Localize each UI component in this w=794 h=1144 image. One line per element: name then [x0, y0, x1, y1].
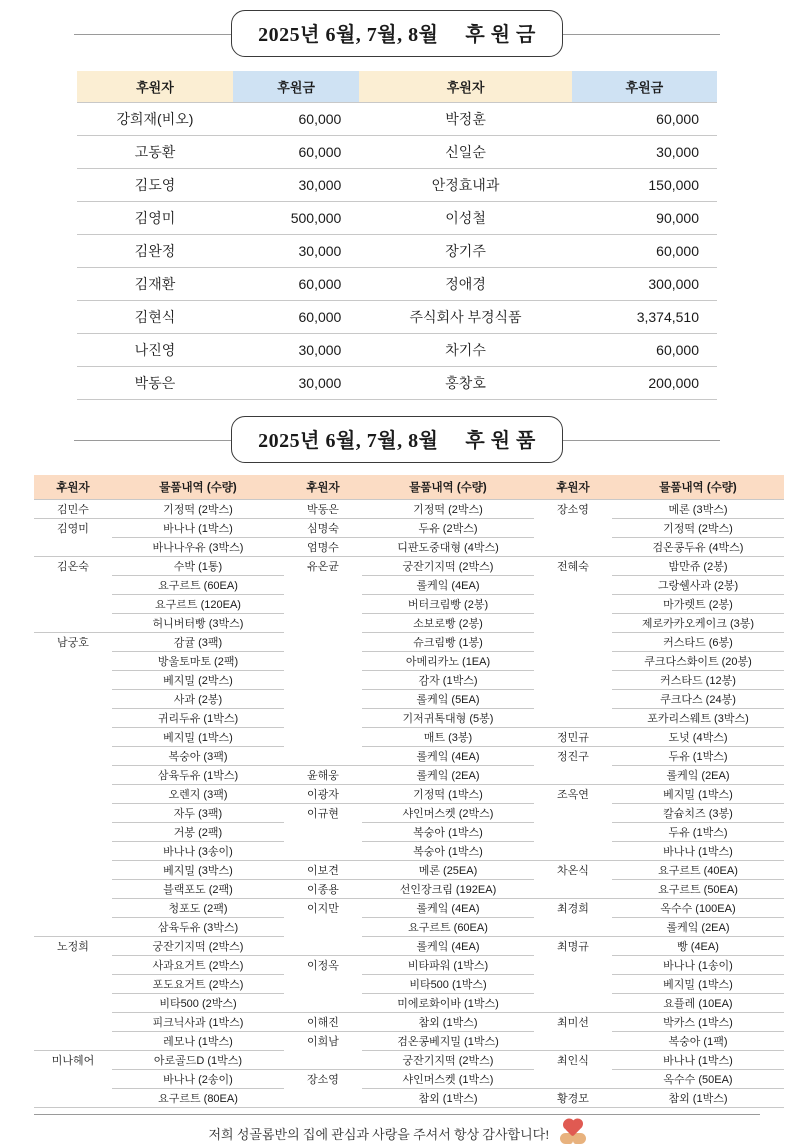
money-amount-right: 300,000 [572, 268, 717, 301]
table-row [34, 538, 784, 557]
goods-donor-col3 [534, 918, 612, 937]
table-row [77, 268, 717, 301]
money-donor-right: 박정훈 [359, 103, 571, 136]
goods-item-col3: 메론 (3박스) [612, 500, 784, 519]
goods-donor-col2 [284, 633, 362, 652]
money-donor-left: 김현식 [77, 301, 233, 334]
money-donor-left: 고동환 [77, 136, 233, 169]
goods-donor-col1 [34, 956, 112, 975]
goods-donor-col2 [284, 937, 362, 956]
money-amount-left: 30,000 [233, 334, 359, 367]
goods-header-item-3: 물품내역 (수량) [612, 475, 784, 500]
goods-donor-col1 [34, 614, 112, 633]
footer [34, 1114, 760, 1144]
table-row [34, 1013, 784, 1032]
goods-donor-col1 [34, 652, 112, 671]
money-donor-left: 나진영 [77, 334, 233, 367]
money-donor-right: 차기수 [359, 334, 571, 367]
goods-item-col1: 오렌지 (3팩) [112, 785, 284, 804]
table-row [34, 994, 784, 1013]
money-amount-right: 60,000 [572, 235, 717, 268]
goods-item-col3: 커스타드 (6봉) [612, 633, 784, 652]
goods-item-col2: 검온콩베지밀 (1박스) [362, 1032, 534, 1051]
goods-item-col3: 복숭아 (1팩) [612, 1032, 784, 1051]
goods-donor-col1 [34, 728, 112, 747]
goods-header-donor-2: 후원자 [284, 475, 362, 500]
goods-item-col2: 선인장크림 (192EA) [362, 880, 534, 899]
table-row [34, 861, 784, 880]
goods-item-col3: 바나나 (1박스) [612, 842, 784, 861]
money-amount-right: 3,374,510 [572, 301, 717, 334]
goods-donor-col1 [34, 994, 112, 1013]
money-header-amount-right: 후원금 [572, 71, 717, 103]
money-amount-left: 30,000 [233, 235, 359, 268]
goods-donor-col2: 이보견 [284, 861, 362, 880]
goods-donor-col2 [284, 975, 362, 994]
goods-donor-col3 [534, 633, 612, 652]
goods-item-col2: 두유 (2박스) [362, 519, 534, 538]
goods-donor-col1 [34, 576, 112, 595]
goods-donor-col1 [34, 709, 112, 728]
goods-header-row [34, 475, 784, 500]
table-row [34, 880, 784, 899]
footer-message: 저희 성골롬반의 집에 관심과 사랑을 주셔서 항상 감사합니다! [208, 1126, 550, 1142]
goods-donor-col3 [534, 595, 612, 614]
table-row [77, 202, 717, 235]
goods-donor-col1: 김영미 [57, 523, 89, 535]
table-row [34, 918, 784, 937]
table-row [34, 595, 784, 614]
goods-donor-col1 [34, 1070, 112, 1089]
goods-item-col3: 빵 (4EA) [612, 937, 784, 956]
goods-donor-col3: 정민규 [534, 728, 612, 747]
goods-item-col1: 베지밀 (2박스) [112, 671, 284, 690]
table-row [77, 103, 717, 136]
goods-donor-col1 [34, 899, 112, 918]
goods-donor-col2: 이규현 [307, 808, 339, 820]
goods-item-col1: 귀리두유 (1박스) [112, 709, 284, 728]
goods-donor-col1 [34, 747, 112, 766]
goods-item-col3: 도넛 (4박스) [612, 728, 784, 747]
goods-item-col1: 기정떡 (2박스) [112, 500, 284, 519]
money-amount-left: 60,000 [233, 268, 359, 301]
goods-donor-col2 [284, 671, 362, 690]
goods-donor-col3: 황경모 [534, 1089, 612, 1108]
goods-item-col1: 수박 (1통) [112, 557, 284, 576]
goods-donor-col1 [34, 1013, 112, 1032]
goods-header-donor-3: 후원자 [534, 475, 612, 500]
goods-item-col1: 청포도 (2팩) [112, 899, 284, 918]
goods-donor-col1: 김민수 [34, 500, 112, 519]
goods-item-col1: 사과 (2봉) [112, 690, 284, 709]
goods-item-col3: 검온콩두유 (4박스) [612, 538, 784, 557]
donation-money-table [77, 71, 717, 400]
goods-item-col2: 기저귀톡대형 (5봉) [362, 709, 534, 728]
goods-item-col2: 궁잔기지떡 (2박스) [362, 557, 534, 576]
goods-donor-col3 [534, 709, 612, 728]
goods-item-col1: 복숭아 (3팩) [112, 747, 284, 766]
goods-item-col2: 롤케잌 (5EA) [362, 690, 534, 709]
table-row [77, 301, 717, 334]
goods-donor-col3 [534, 804, 612, 823]
goods-item-col1: 피크닉사과 (1박스) [112, 1013, 284, 1032]
goods-donor-col3: 최명규 [557, 941, 589, 953]
goods-donor-col1: 남궁호 [57, 637, 89, 649]
goods-donor-col1 [34, 690, 112, 709]
goods-donor-col1 [34, 861, 112, 880]
goods-item-col2: 복숭아 (1박스) [362, 842, 534, 861]
goods-donor-col1 [34, 842, 112, 861]
goods-donor-col2 [284, 690, 362, 709]
table-row [34, 709, 784, 728]
goods-donor-col3 [534, 956, 612, 975]
goods-donor-col3 [534, 671, 612, 690]
goods-donor-col1: 김온숙 [57, 561, 89, 573]
goods-item-col2: 롤케잌 (2EA) [362, 766, 534, 785]
goods-item-col1: 거봉 (2팩) [112, 823, 284, 842]
goods-item-col1: 바나나 (1박스) [112, 519, 284, 538]
goods-donor-col2 [284, 747, 362, 766]
table-row [34, 956, 784, 975]
goods-donor-col1: 노정희 [57, 941, 89, 953]
money-header-donor-left: 후원자 [77, 71, 233, 103]
goods-item-col3: 옥수수 (50EA) [612, 1070, 784, 1089]
table-row [77, 235, 717, 268]
table-row [34, 576, 784, 595]
goods-donor-col3: 전혜숙 [557, 561, 589, 573]
goods-donor-col2: 이광자 [284, 785, 362, 804]
table-row [34, 766, 784, 785]
goods-item-col1: 포도요거트 (2박스) [112, 975, 284, 994]
goods-item-col1: 자두 (3팩) [112, 804, 284, 823]
goods-donor-col1 [34, 766, 112, 785]
table-row [34, 1032, 784, 1051]
money-title-suffix: 후 원 금 [465, 24, 536, 46]
goods-item-col3: 그랑쉘사과 (2봉) [612, 576, 784, 595]
goods-item-col1: 요구르트 (80EA) [112, 1089, 284, 1108]
table-row [77, 169, 717, 202]
table-row [34, 975, 784, 994]
goods-item-col3: 박카스 (1박스) [612, 1013, 784, 1032]
goods-donor-col3: 장소영 [534, 500, 612, 519]
goods-donor-col1: 미나헤어 [51, 1055, 95, 1067]
goods-donor-col3 [534, 1032, 612, 1051]
table-row [34, 937, 784, 956]
goods-donor-col2: 장소영 [307, 1074, 339, 1086]
goods-donor-col2 [284, 994, 362, 1013]
goods-item-col2: 아메리카노 (1EA) [362, 652, 534, 671]
goods-item-col3: 두유 (1박스) [612, 823, 784, 842]
goods-donor-col1 [34, 918, 112, 937]
goods-donor-col2: 이종용 [284, 880, 362, 899]
goods-donor-col2: 심명숙 [284, 519, 362, 538]
goods-title [231, 416, 563, 463]
goods-donor-col2 [284, 918, 362, 937]
goods-item-col3: 요구르트 (40EA) [612, 861, 784, 880]
goods-header-item-1: 물품내역 (수량) [112, 475, 284, 500]
goods-item-col2: 롤케잌 (4EA) [362, 937, 534, 956]
goods-donor-col3 [534, 975, 612, 994]
goods-donor-col2 [284, 595, 362, 614]
goods-donor-col2: 엄명수 [284, 538, 362, 557]
money-amount-right: 200,000 [572, 367, 717, 400]
goods-donor-col2 [284, 842, 362, 861]
goods-donor-col3 [534, 766, 612, 785]
goods-item-col1: 요구르트 (60EA) [112, 576, 284, 595]
goods-item-col2: 샤인머스켓 (1박스) [362, 1070, 534, 1089]
goods-item-col1: 요구르트 (120EA) [112, 595, 284, 614]
goods-donor-col2: 이정옥 [307, 960, 339, 972]
goods-item-col2: 미에로화이바 (1박스) [362, 994, 534, 1013]
money-amount-right: 60,000 [572, 103, 717, 136]
goods-donor-col3 [534, 690, 612, 709]
table-row [34, 747, 784, 766]
goods-donor-col2 [284, 709, 362, 728]
goods-item-col2: 비타파워 (1박스) [362, 956, 534, 975]
goods-donor-col1 [34, 880, 112, 899]
money-amount-right: 60,000 [572, 334, 717, 367]
goods-item-col2: 롤케잌 (4EA) [362, 747, 534, 766]
money-donor-left: 강희재(비오) [77, 103, 233, 136]
goods-donor-col3 [534, 823, 612, 842]
money-amount-left: 500,000 [233, 202, 359, 235]
goods-item-col2: 궁잔기지떡 (2박스) [362, 1051, 534, 1070]
goods-item-col2: 소보로빵 (2봉) [362, 614, 534, 633]
money-title-prefix: 2025년 6월, 7월, 8월 [258, 24, 439, 46]
goods-donor-col3 [534, 576, 612, 595]
goods-item-col3: 쿠크다스 (24봉) [612, 690, 784, 709]
table-row [34, 728, 784, 747]
goods-donor-col2 [284, 728, 362, 747]
goods-header-item-2: 물품내역 (수량) [362, 475, 534, 500]
goods-donor-col2: 윤해웅 [284, 766, 362, 785]
goods-item-col1: 바나나우유 (3박스) [112, 538, 284, 557]
goods-item-col2: 슈크림빵 (1봉) [362, 633, 534, 652]
goods-donor-col3: 최경희 [557, 903, 589, 915]
goods-donor-col2: 이지만 [307, 903, 339, 915]
table-row [34, 519, 784, 538]
goods-donor-col1 [34, 804, 112, 823]
goods-item-col2: 버터크림빵 (2봉) [362, 595, 534, 614]
money-title-banner [34, 10, 760, 57]
table-row [77, 334, 717, 367]
heart-hands-icon [560, 1122, 586, 1144]
table-row [34, 652, 784, 671]
goods-donor-col3: 차온식 [557, 865, 589, 877]
money-amount-left: 60,000 [233, 103, 359, 136]
goods-item-col1: 베지밀 (1박스) [112, 728, 284, 747]
goods-donor-col2 [284, 614, 362, 633]
goods-donor-col3: 최미선 [557, 1017, 589, 1029]
money-amount-left: 30,000 [233, 169, 359, 202]
goods-donor-col2 [284, 652, 362, 671]
goods-donor-col2: 이희남 [307, 1036, 339, 1048]
donation-goods-table [34, 475, 784, 1108]
money-table-body [77, 103, 717, 400]
goods-donor-col2 [284, 823, 362, 842]
money-amount-right: 150,000 [572, 169, 717, 202]
table-row [34, 633, 784, 652]
goods-item-col3: 쿠크다스화이트 (20봉) [612, 652, 784, 671]
goods-donor-col2 [284, 1089, 362, 1108]
table-row [34, 1070, 784, 1089]
goods-item-col2: 감자 (1박스) [362, 671, 534, 690]
goods-header-donor-1: 후원자 [34, 475, 112, 500]
goods-donor-col1 [34, 1032, 112, 1051]
money-header-row [77, 71, 717, 103]
goods-item-col3: 롤케잌 (2EA) [612, 918, 784, 937]
table-row [77, 136, 717, 169]
goods-item-col3: 포카리스웨트 (3박스) [612, 709, 784, 728]
goods-title-banner [34, 416, 760, 463]
table-row [34, 1051, 784, 1070]
money-donor-left: 박동은 [77, 367, 233, 400]
goods-donor-col1 [34, 538, 112, 557]
goods-item-col2: 매트 (3봉) [362, 728, 534, 747]
goods-item-col2: 디판도중대형 (4박스) [362, 538, 534, 557]
goods-donor-col1 [34, 1089, 112, 1108]
goods-item-col3: 밤만쥬 (2봉) [612, 557, 784, 576]
table-row [34, 557, 784, 576]
table-row [34, 671, 784, 690]
goods-item-col2: 롤케잌 (4EA) [362, 576, 534, 595]
money-donor-right: 주식회사 부경식품 [359, 301, 571, 334]
goods-donor-col3 [534, 994, 612, 1013]
goods-item-col1: 방울토마토 (2팩) [112, 652, 284, 671]
goods-item-col3: 바나나 (1송이) [612, 956, 784, 975]
goods-donor-col3 [534, 652, 612, 671]
goods-item-col2: 참외 (1박스) [362, 1089, 534, 1108]
goods-donor-col3: 최인식 [557, 1055, 589, 1067]
goods-item-col1: 비타500 (2박스) [112, 994, 284, 1013]
goods-item-col3: 두유 (1박스) [612, 747, 784, 766]
goods-item-col2: 요구르트 (60EA) [362, 918, 534, 937]
goods-item-col3: 바나나 (1박스) [612, 1051, 784, 1070]
goods-item-col3: 옥수수 (100EA) [612, 899, 784, 918]
table-row [34, 842, 784, 861]
goods-item-col1: 베지밀 (3박스) [112, 861, 284, 880]
goods-item-col3: 칼슘치즈 (3봉) [612, 804, 784, 823]
goods-item-col3: 롤케잌 (2EA) [612, 766, 784, 785]
goods-item-col2: 복숭아 (1박스) [362, 823, 534, 842]
goods-donor-col3 [534, 519, 612, 538]
goods-donor-col1 [34, 785, 112, 804]
goods-item-col1: 삼육두유 (3박스) [112, 918, 284, 937]
goods-donor-col3 [534, 1070, 612, 1089]
money-donor-right: 장기주 [359, 235, 571, 268]
goods-item-col1: 바나나 (3송이) [112, 842, 284, 861]
goods-item-col3: 기정떡 (2박스) [612, 519, 784, 538]
goods-item-col1: 아로골드D (1박스) [112, 1051, 284, 1070]
goods-item-col1: 궁잔기지떡 (2박스) [112, 937, 284, 956]
goods-donor-col2: 이해진 [284, 1013, 362, 1032]
money-amount-left: 30,000 [233, 367, 359, 400]
goods-item-col1: 레모나 (1박스) [112, 1032, 284, 1051]
goods-donor-col1 [34, 975, 112, 994]
goods-table-body [34, 500, 784, 1108]
goods-donor-col3: 조옥연 [557, 789, 589, 801]
money-title [231, 10, 563, 57]
goods-item-col1: 블랙포도 (2팩) [112, 880, 284, 899]
goods-donor-col3 [534, 880, 612, 899]
goods-item-col3: 베지밀 (1박스) [612, 975, 784, 994]
goods-item-col3: 베지밀 (1박스) [612, 785, 784, 804]
goods-donor-col1 [34, 823, 112, 842]
money-donor-right: 신일순 [359, 136, 571, 169]
table-row [34, 614, 784, 633]
money-amount-left: 60,000 [233, 136, 359, 169]
goods-item-col2: 비타500 (1박스) [362, 975, 534, 994]
goods-item-col1: 감귤 (3팩) [112, 633, 284, 652]
table-row [77, 367, 717, 400]
goods-donor-col3 [534, 614, 612, 633]
goods-item-col3: 제로카카오케이크 (3봉) [612, 614, 784, 633]
goods-item-col1: 삼육두유 (1박스) [112, 766, 284, 785]
goods-item-col2: 메론 (25EA) [362, 861, 534, 880]
money-donor-left: 김재환 [77, 268, 233, 301]
goods-item-col3: 마가렛트 (2봉) [612, 595, 784, 614]
goods-donor-col2 [284, 576, 362, 595]
money-donor-right: 안정효내과 [359, 169, 571, 202]
table-row [34, 804, 784, 823]
money-header-amount-left: 후원금 [233, 71, 359, 103]
goods-donor-col2 [284, 1051, 362, 1070]
goods-item-col3: 커스타드 (12봉) [612, 671, 784, 690]
money-donor-right: 이성철 [359, 202, 571, 235]
goods-item-col1: 사과요거트 (2박스) [112, 956, 284, 975]
goods-donor-col2: 박동은 [284, 500, 362, 519]
goods-donor-col1 [34, 671, 112, 690]
goods-title-suffix: 후 원 품 [465, 430, 536, 452]
goods-donor-col1 [34, 595, 112, 614]
money-donor-right: 홍창호 [359, 367, 571, 400]
goods-item-col2: 기정떡 (1박스) [362, 785, 534, 804]
goods-item-col3: 요구르트 (50EA) [612, 880, 784, 899]
table-row [34, 690, 784, 709]
goods-title-prefix: 2025년 6월, 7월, 8월 [258, 430, 439, 452]
goods-item-col3: 요플레 (10EA) [612, 994, 784, 1013]
table-row [34, 785, 784, 804]
goods-item-col2: 롤케잌 (4EA) [362, 899, 534, 918]
goods-item-col3: 참외 (1박스) [612, 1089, 784, 1108]
money-amount-right: 90,000 [572, 202, 717, 235]
money-header-donor-right: 후원자 [359, 71, 571, 103]
table-row [34, 823, 784, 842]
goods-item-col2: 참외 (1박스) [362, 1013, 534, 1032]
money-amount-right: 30,000 [572, 136, 717, 169]
goods-item-col1: 바나나 (2송이) [112, 1070, 284, 1089]
table-row [34, 500, 784, 519]
goods-donor-col3 [534, 538, 612, 557]
money-donor-right: 정애경 [359, 268, 571, 301]
money-donor-left: 김영미 [77, 202, 233, 235]
goods-item-col1: 허니버터빵 (3박스) [112, 614, 284, 633]
goods-item-col2: 기정떡 (2박스) [362, 500, 534, 519]
goods-donor-col3: 정진구 [557, 751, 589, 763]
goods-donor-col2: 유온균 [307, 561, 339, 573]
table-row [34, 1089, 784, 1108]
goods-item-col2: 샤인머스켓 (2박스) [362, 804, 534, 823]
money-amount-left: 60,000 [233, 301, 359, 334]
money-donor-left: 김완정 [77, 235, 233, 268]
money-donor-left: 김도영 [77, 169, 233, 202]
table-row [34, 899, 784, 918]
goods-donor-col3 [534, 842, 612, 861]
